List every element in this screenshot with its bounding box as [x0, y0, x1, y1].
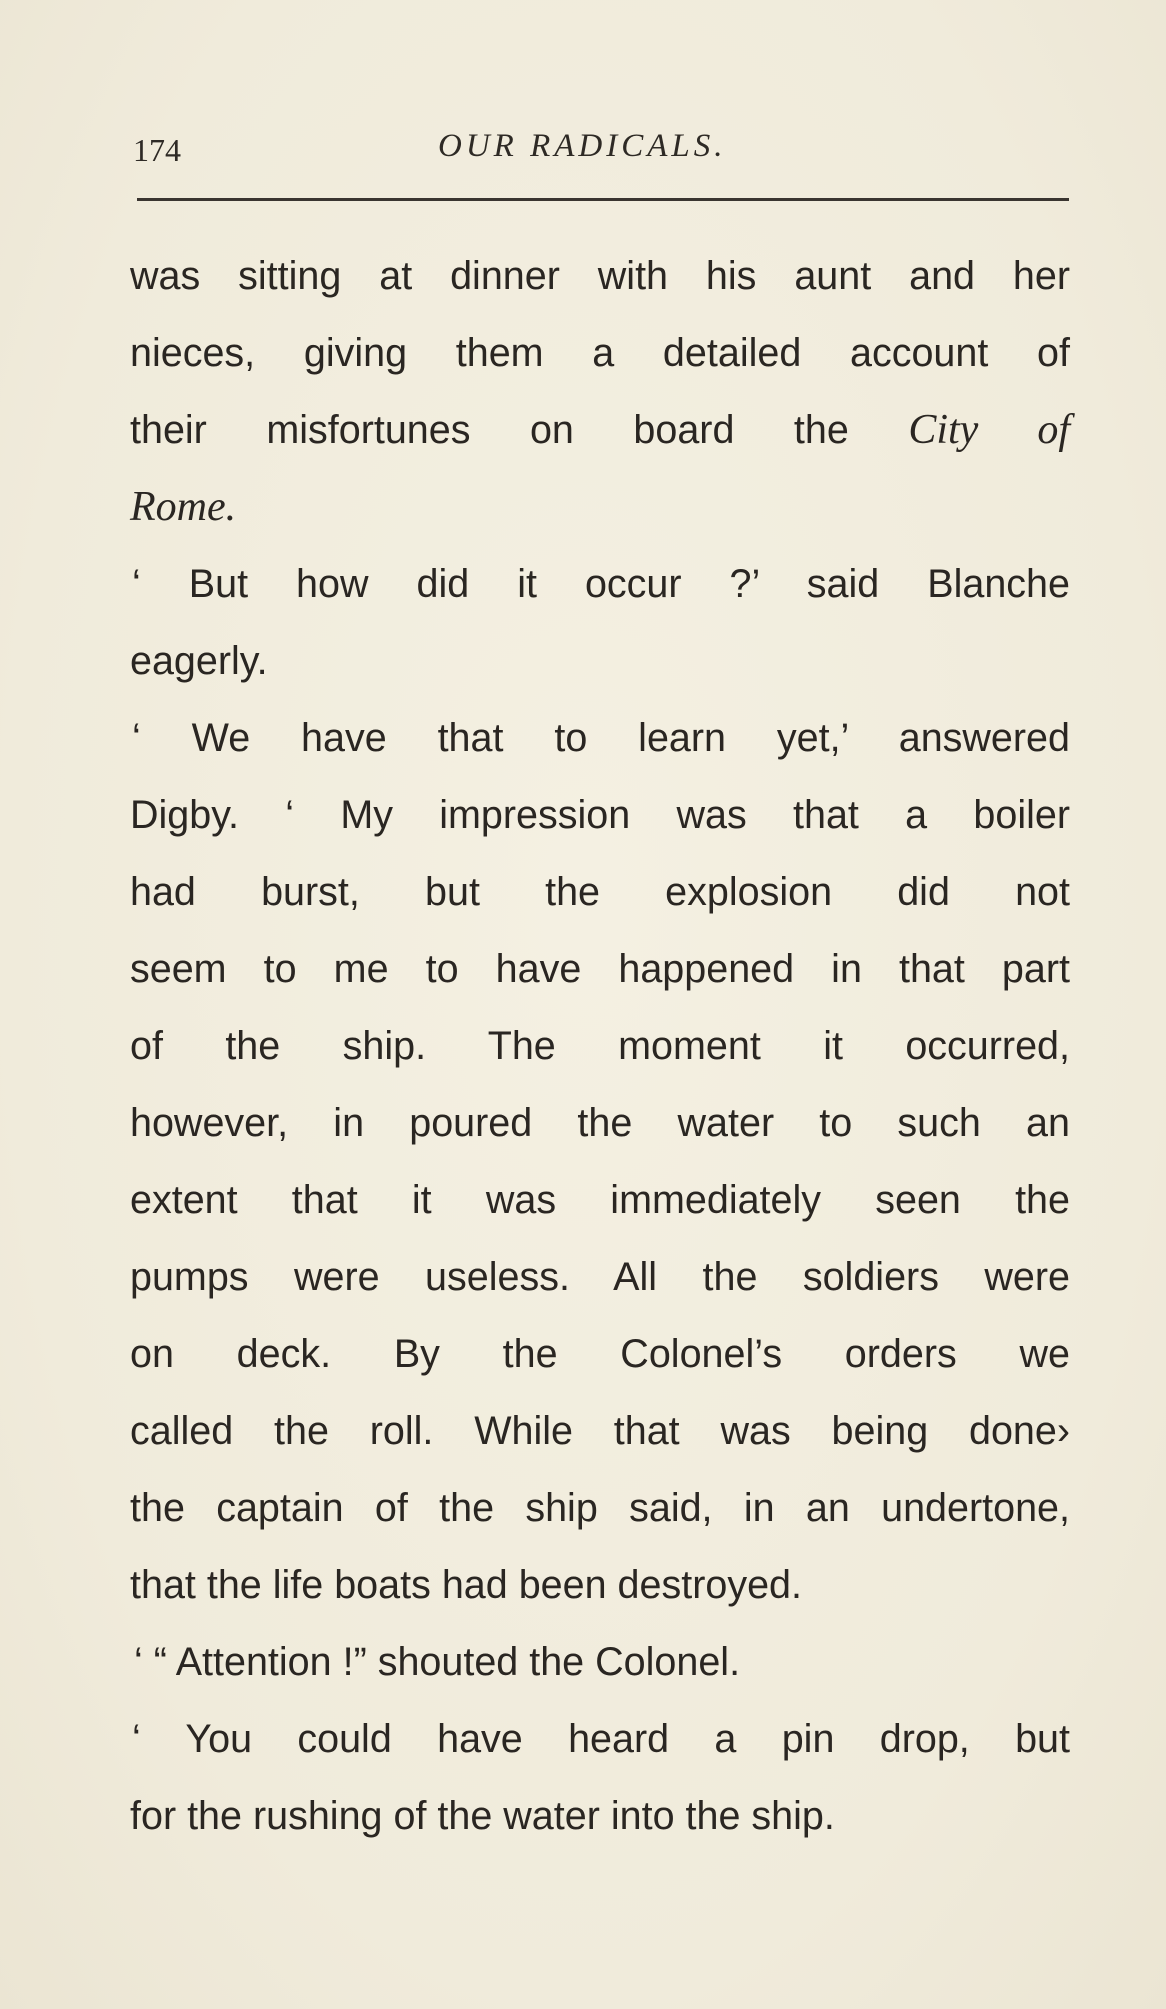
text-line: ‘ But how did it occur ?’ said Blanche	[132, 562, 1070, 606]
running-head: OUR RADICALS.	[438, 128, 727, 164]
text-segment: their misfortunes on board the	[130, 408, 909, 452]
text-line: Digby. ‘ My impression was that a boiler	[130, 793, 1070, 837]
body-text	[130, 238, 1070, 1855]
text-line: had burst, but the explosion did not	[130, 870, 1070, 914]
page-number: 174	[133, 132, 181, 168]
ship-name-italic: Rome.	[130, 484, 237, 530]
text-line: that the life boats had been destroyed.	[130, 1563, 802, 1607]
text-line: ‘ “ Attention !” shouted the Colonel.	[134, 1640, 741, 1684]
text-line: pumps were useless. All the soldiers were	[130, 1255, 1070, 1299]
text-line	[130, 392, 1070, 469]
text-line: eagerly.	[130, 639, 268, 683]
ship-name-italic: City of	[908, 407, 1070, 453]
text-line: for the rushing of the water into the ship.	[130, 1794, 835, 1838]
text-line: ‘ You could have heard a pin drop, but	[132, 1717, 1070, 1761]
header-rule	[137, 198, 1069, 201]
text-line: the captain of the ship said, in an undertone,	[130, 1486, 1070, 1530]
text-line	[130, 469, 1070, 546]
text-line: called the roll. While that was being done›	[130, 1409, 1070, 1453]
text-line: was sitting at dinner with his aunt and her	[130, 254, 1070, 298]
text-line: extent that it was immediately seen the	[130, 1178, 1070, 1222]
text-line: however, in poured the water to such an	[130, 1101, 1070, 1145]
text-line: nieces, giving them a detailed account of	[130, 331, 1070, 375]
text-line: of the ship. The moment it occurred,	[130, 1024, 1070, 1068]
text-line: ‘ We have that to learn yet,’ answered	[132, 716, 1070, 760]
text-line: on deck. By the Colonel’s orders we	[130, 1332, 1070, 1376]
text-line: seem to me to have happened in that part	[130, 947, 1070, 991]
page-header	[133, 128, 1068, 178]
